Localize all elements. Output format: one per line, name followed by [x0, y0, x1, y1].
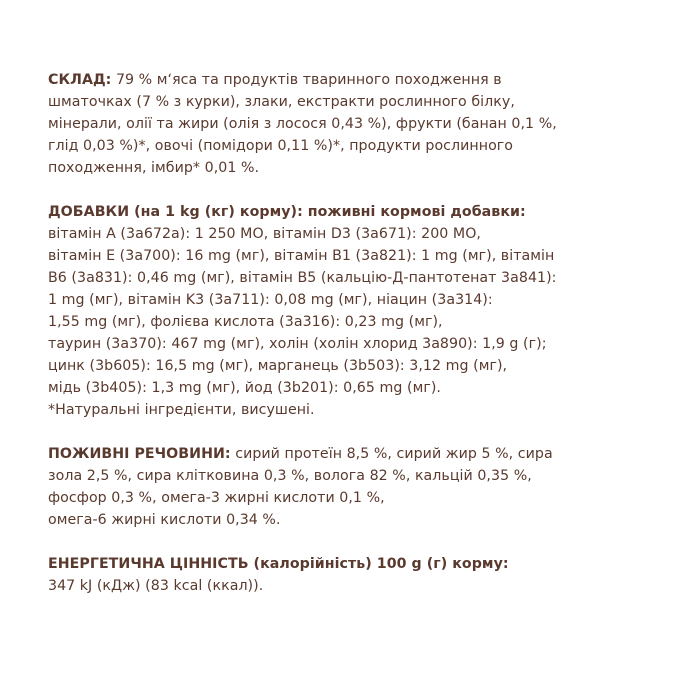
nutrients-section [48, 443, 648, 531]
additives-line-7: цинк (3b605): 16,5 mg (мг), марганець (3b503): 3,12 mg (мг), [48, 358, 508, 374]
natural-ingredients-note: *Натуральні інгредієнти, висушені. [48, 402, 315, 418]
composition-heading: СКЛАД: [48, 72, 112, 88]
additives-heading: ДОБАВКИ (на 1 kg (кг) корму): поживні кормові добавки: [48, 204, 526, 220]
nutrients-line-1 [48, 443, 648, 465]
energy-value: 347 kJ (кДж) (83 kcal (ккал)). [48, 578, 264, 594]
nutrients-line-3: фосфор 0,3 %, омега-3 жирні кислоти 0,1 %, [48, 490, 385, 506]
composition-line-3: мінерали, олії та жири (олія з лосося 0,43 %), фрукти (банан 0,1 %, [48, 116, 557, 132]
nutrients-line-4: омега-6 жирні кислоти 0,34 %. [48, 512, 281, 528]
additives-line-2: вітамін E (3a700): 16 mg (мг), вітамін B1 (3a821): 1 mg (мг), вітамін [48, 248, 555, 264]
additives-line-4: 1 mg (мг), вітамін K3 (3a711): 0,08 mg (мг), ніацин (3a314): [48, 292, 493, 308]
composition-line-2: шматочках (7 % з курки), злаки, екстракти рослинного білку, [48, 94, 515, 110]
additives-line-6: таурин (3a370): 467 mg (мг), холін (холін хлорид 3a890): 1,9 g (г); [48, 336, 547, 352]
composition-line-1 [48, 69, 648, 91]
nutrients-line-2: зола 2,5 %, сира клітковина 0,3 %, волога 82 %, кальцій 0,35 %, [48, 468, 532, 484]
energy-section [48, 553, 648, 597]
energy-heading: ЕНЕРГЕТИЧНА ЦІННІСТЬ (калорійність) 100 g (г) корму: [48, 556, 509, 572]
additives-line-5: 1,55 mg (мг), фолієва кислота (3a316): 0,23 mg (мг), [48, 314, 443, 330]
additives-line-3: B6 (3a831): 0,46 mg (мг), вітамін B5 (кальцію-Д-пантотенат 3a841): [48, 270, 557, 286]
composition-text: 79 % м‘яса та продуктів тваринного походження в [111, 72, 502, 88]
composition-line-5: походження, імбир* 0,01 %. [48, 160, 260, 176]
additives-line-8: мідь (3b405): 1,3 mg (мг), йод (3b201): 0,65 mg (мг). [48, 380, 441, 396]
nutrients-heading: ПОЖИВНІ РЕЧОВИНИ: [48, 446, 231, 462]
product-label-text [48, 69, 648, 597]
nutrients-text: сирий протеїн 8,5 %, сирий жир 5 %, сира [230, 446, 553, 462]
additives-line-1: вітамін A (3a672a): 1 250 МО, вітамін D3 (3a671): 200 МО, [48, 226, 481, 242]
composition-line-4: глід 0,03 %)*, овочі (помідори 0,11 %)*, продукти рослинного [48, 138, 514, 154]
additives-section [48, 201, 648, 421]
composition-section [48, 69, 648, 179]
